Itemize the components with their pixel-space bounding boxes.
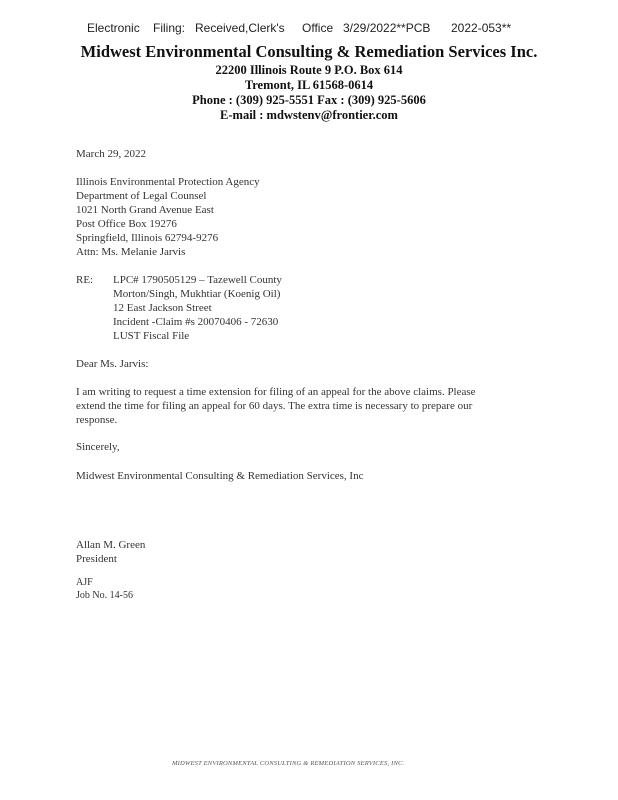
- stamp-case-number: 2022-053**: [451, 21, 512, 35]
- page-footer: MIDWEST ENVIRONMENTAL CONSULTING & REMEDIATION SERVICES, INC.: [172, 760, 405, 767]
- stamp-electronic: Electronic: [87, 21, 140, 35]
- stamp-filing: Filing:: [153, 21, 186, 35]
- re-line: Incident -Claim #s 20070406 - 72630: [113, 316, 279, 328]
- stamp-office: Office: [302, 21, 334, 35]
- company-email: E-mail : mdwstenv@frontier.com: [220, 108, 398, 122]
- recipient-line: Department of Legal Counsel: [76, 190, 207, 202]
- paragraph-line: extend the time for filing an appeal for 60 days. The extra time is necessary to prepare our: [76, 400, 473, 412]
- re-line: Morton/Singh, Mukhtiar (Koenig Oil): [113, 288, 281, 300]
- re-line: 12 East Jackson Street: [113, 302, 212, 314]
- re-label: RE:: [76, 274, 94, 286]
- closing: Sincerely,: [76, 441, 120, 453]
- re-line: LUST Fiscal File: [113, 330, 190, 342]
- company-phone-fax: Phone : (309) 925-5551 Fax : (309) 925-5606: [192, 93, 426, 107]
- typist-initials: AJF: [76, 577, 93, 588]
- paragraph-line: response.: [76, 414, 118, 426]
- salutation: Dear Ms. Jarvis:: [76, 358, 149, 370]
- company-address-line1: 22200 Illinois Route 9 P.O. Box 614: [215, 63, 403, 77]
- re-block: [113, 273, 282, 343]
- recipient-block: [76, 175, 260, 259]
- company-address-line2: Tremont, IL 61568-0614: [244, 78, 374, 92]
- recipient-line: 1021 North Grand Avenue East: [76, 204, 214, 216]
- letter-date: March 29, 2022: [76, 148, 146, 160]
- paragraph-line: I am writing to request a time extension for filing of an appeal for the above claims. Please: [76, 386, 476, 398]
- recipient-line: Springfield, Illinois 62794-9276: [76, 232, 219, 244]
- company-name: Midwest Environmental Consulting & Remediation Services Inc.: [80, 42, 538, 61]
- job-number: Job No. 14-56: [76, 590, 133, 601]
- stamp-received: Received,Clerk's: [195, 21, 285, 35]
- body-paragraph: [76, 385, 476, 427]
- recipient-line: Attn: Ms. Melanie Jarvis: [76, 246, 186, 258]
- stamp-date: 3/29/2022**PCB: [343, 21, 431, 35]
- signer-title: President: [76, 553, 117, 565]
- signature-company: Midwest Environmental Consulting & Remediation Services, Inc: [76, 470, 364, 482]
- recipient-line: Post Office Box 19276: [76, 218, 177, 230]
- recipient-line: Illinois Environmental Protection Agency: [76, 176, 260, 188]
- signer-name: Allan M. Green: [76, 539, 146, 551]
- re-line: LPC# 1790505129 – Tazewell County: [113, 274, 282, 286]
